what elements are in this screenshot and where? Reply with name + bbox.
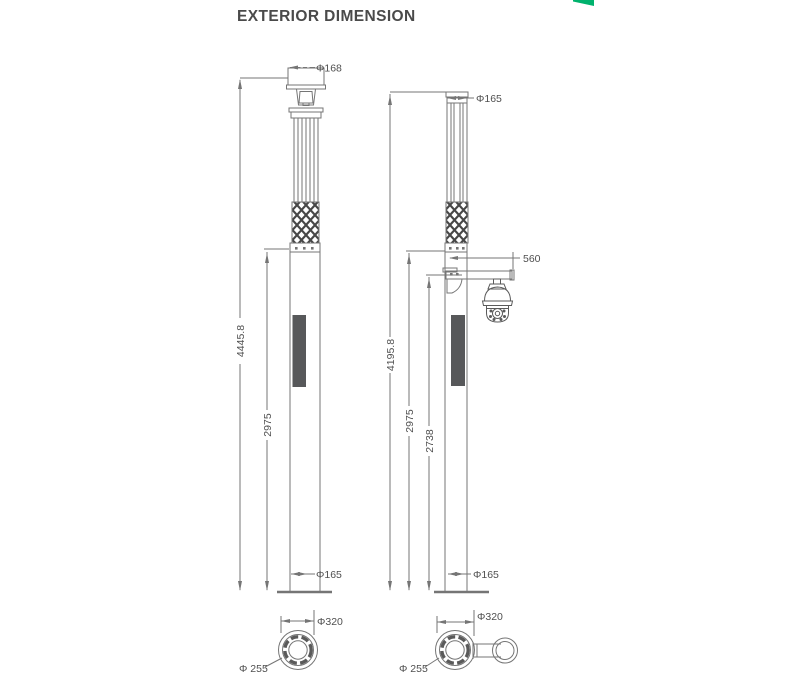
dim-front-total-height: 4445.8 (235, 324, 247, 358)
ptz-camera (483, 279, 513, 322)
dim-arm-length: 560 (523, 253, 541, 265)
dim-side-bottom-diameter: Φ165 (473, 569, 499, 581)
lattice-section (446, 202, 468, 243)
pole-side-view (434, 92, 514, 592)
dim-base-front-flange: Φ 255 (239, 663, 268, 675)
base-view-front (239, 610, 343, 675)
page-title: EXTERIOR DIMENSION (237, 8, 416, 25)
equipment-panel-side (451, 315, 465, 386)
dim-side-total-height: 4195.8 (385, 338, 397, 372)
lattice-section (292, 202, 319, 243)
front-view-dimensions (235, 63, 342, 592)
equipment-panel-front (293, 315, 307, 387)
dim-front-top-diameter: Φ168 (316, 62, 342, 75)
dim-side-camera-height: 2738 (424, 429, 436, 453)
arm-top-view (473, 638, 518, 663)
dim-front-pole-height: 2975 (262, 413, 274, 437)
dim-front-bottom-diameter: Φ165 (316, 569, 342, 581)
base-view-side (399, 610, 518, 675)
dim-side-top-diameter: Φ165 (476, 93, 502, 105)
camera-lens (493, 309, 503, 319)
dim-base-side-outer: Φ320 (477, 611, 503, 623)
pole-front-view (277, 68, 332, 592)
dim-base-front-outer: Φ320 (317, 616, 343, 628)
dim-side-pole-height: 2975 (404, 409, 416, 433)
dim-base-side-flange: Φ 255 (399, 663, 428, 675)
